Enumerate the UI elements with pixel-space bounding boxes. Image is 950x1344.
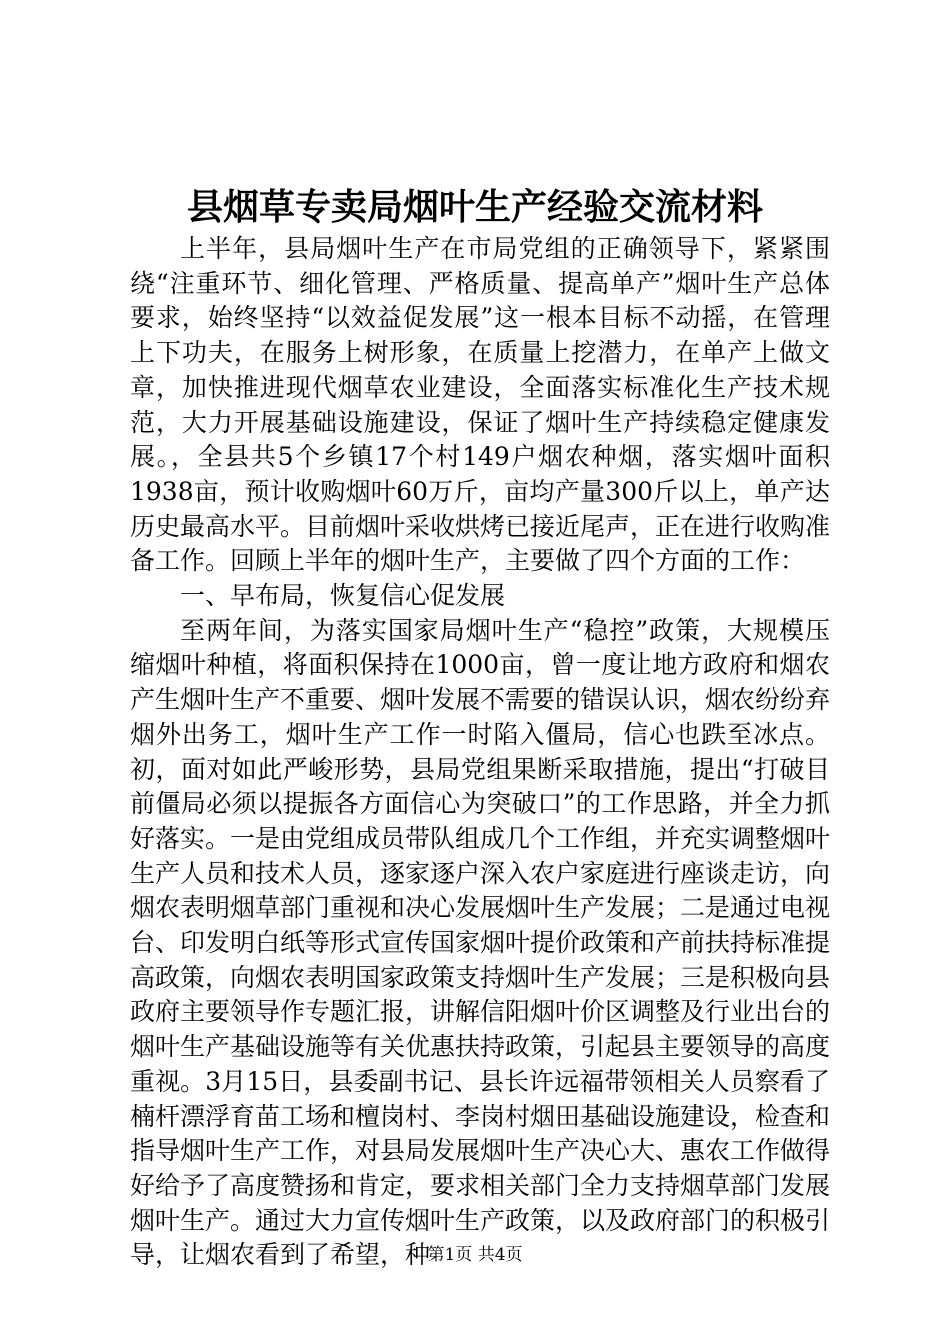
paragraph-section-1: 至两年间，为落实国家局烟叶生产“稳控”政策，大规模压缩烟叶种植，将面积保持在1000亩，曾一度让地方政府和烟农产生烟叶生产不重要、烟叶发展不需要的错误认识，烟农纷纷弃烟外出务工，烟叶生产工作一时陷入僵局，信心也跌至冰点。初，面对如此严峻形势，县局党组果断采取措施，提出“打破目前僵局必须以提振各方面信心为突破口”的工作思路，并全力抓好落实。一是由党组成员带队组成几个工作组，并充实调整烟叶生产人员和技术人员，逐家逐户深入农户家庭进行座谈走访，向烟农表明烟草部门重视和决心发展烟叶生产发展；二是通过电视台、印发明白纸等形式宣传国家烟叶提价政策和产前扶持标准提高政策，向烟农表明国家政策支持烟叶生产发展；三是积极向县政府主要领导作专题汇报，讲解信阳烟叶价区调整及行业出台的烟叶生产基础设施等有关优惠扶持政策，引起县主要领导的高度重视。3月15日，县委副书记、县长许远福带领相关人员察看了楠杆漂浮育苗工场和檀岗村、李岗村烟田基础设施建设，检查和指导烟叶生产工作，对县局发展烟叶生产决心大、惠农工作做得好给予了高度赞扬和肯定，要求相关部门全力支持烟草部门发展烟叶生产。通过大力宣传烟叶生产政策，以及政府部门的积极引导，让烟农看到了希望，种	[130, 615, 831, 1270]
paragraph-intro: 上半年，县局烟叶生产在市局党组的正确领导下，紧紧围绕“注重环节、细化管理、严格质量、提高单产”烟叶生产总体要求，始终坚持“以效益促发展”这一根本目标不动摇，在管理上下功夫，在服务上树形象，在质量上挖潜力，在单产上做文章，加快推进现代烟草农业建设，全面落实标准化生产技术规范，大力开展基础设施建设，保证了烟叶生产持续稳定健康发展。，全县共5个乡镇17个村149户烟农种烟，落实烟叶面积1938亩，预计收购烟叶60万斤，亩均产量300斤以上，单产达历史最高水平。目前烟叶采收烘烤已接近尾声，正在进行收购准备工作。回顾上半年的烟叶生产，主要做了四个方面的工作：	[130, 234, 831, 576]
section-heading-1: 一、早布局，恢复信心促发展	[180, 581, 506, 611]
page-footer: 第1页 共4页	[427, 1245, 523, 1265]
document-title: 县烟草专卖局烟叶生产经验交流材料	[186, 186, 763, 228]
document-body	[130, 232, 830, 1273]
